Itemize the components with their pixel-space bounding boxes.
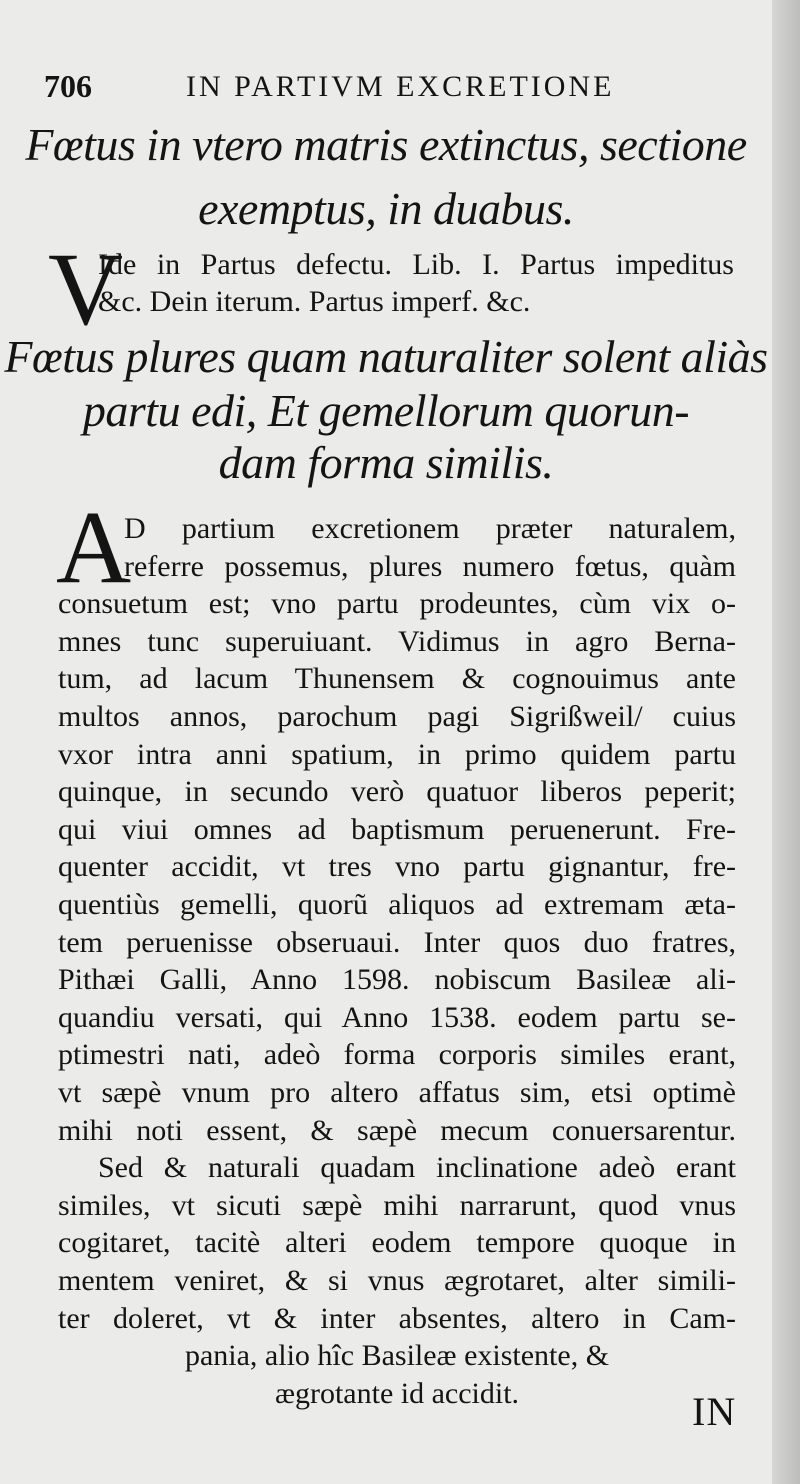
page-number: 706 [44,68,92,104]
running-head: IN PARTIVM EXCRETIONE [186,70,615,103]
paragraph-2-line: qui viui omnes ad baptismum peruenerunt. Fre- [58,812,736,846]
section-title-1-line-2: exemptus, in duabus. [198,183,574,234]
paragraph-2-line: quinque, in secundo verò quatuor liberos peperit; [58,775,736,809]
page-header [0,68,772,108]
paragraph-2-line: vxor intra anni spatium, in primo quidem partu [58,737,736,771]
section-title-2-line-2: partu edi, Et gemellorum quorun- [82,385,690,436]
paragraph-2-line: ægrotante id accidit. [274,1376,520,1410]
paragraph-2-line: D partium excretionem præter naturalem, [124,512,736,545]
drop-cap-a: A [56,490,132,605]
paragraph-2-line: mnes tunc superuiuant. Vidimus in agro Berna- [58,624,736,658]
paragraph-2-line: ptimestri nati, adeò forma corporis similes erant, [58,1038,736,1072]
paragraph-2-line: quenter accidit, vt tres vno partu gignantur, fre- [58,850,736,884]
paragraph-2-line: Sed & naturali quadam inclinatione adeò erant [98,1151,736,1185]
section-title-2-line-3: dam forma similis. [218,437,554,488]
paragraph-2-line: vt sæpè vnum pro altero affatus sim, etsi optimè [58,1076,736,1109]
paragraph-2-line: consuetum est; vno partu prodeuntes, cùm vix o- [58,587,736,621]
paragraph-2-line: quentiùs gemelli, quorũ aliquos ad extremam æta- [58,888,736,921]
paragraph-2-line: mentem veniret, & si vnus ægrotaret, alter simili- [58,1264,736,1297]
paragraph-2-line: tum, ad lacum Thunensem & cognouimus ante [58,662,736,696]
paragraph-2-line: ter doleret, vt & inter absentes, altero in Cam- [58,1301,736,1335]
catchword: IN [692,1389,737,1434]
section-title-2-line-1: Fœtus plures quam naturaliter solent aliàs [4,331,768,382]
paragraph-2-line: multos annos, parochum pagi Sigrißweil/ cuius [58,700,736,733]
paragraph-2-line: pania, alio hîc Basileæ existente, & [184,1339,610,1373]
section-title-1-line-1: Fœtus in vtero matris extinctus, sectione [25,119,747,170]
paragraph-2-line: referre possemus, plures numero fœtus, quàm [124,549,736,583]
page-gutter [772,0,800,1484]
paragraph-2-line: Pithæi Galli, Anno 1598. nobiscum Basileæ ali- [58,963,736,997]
paragraph-2-line: mihi noti essent, & sæpè mecum conuersarentur. [58,1113,736,1147]
drop-cap-v: V [48,232,124,347]
paragraph-2-line: quandiu versati, qui Anno 1538. eodem partu se- [58,1000,736,1034]
paragraph-2-line: tem peruenisse obseruaui. Inter quos duo fratres, [58,925,736,959]
paragraph-2-line: similes, vt sicuti sæpè mihi narrarunt, quod vnus [58,1188,736,1222]
paragraph-2-line: cogitaret, tacitè alteri eodem tempore quoque in [58,1226,736,1260]
paragraph-1-line-2: &c. Dein iterum. Partus imperf. &c. [98,285,531,318]
paragraph-1-line-1: Ide in Partus defectu. Lib. I. Partus impeditus [98,248,734,281]
